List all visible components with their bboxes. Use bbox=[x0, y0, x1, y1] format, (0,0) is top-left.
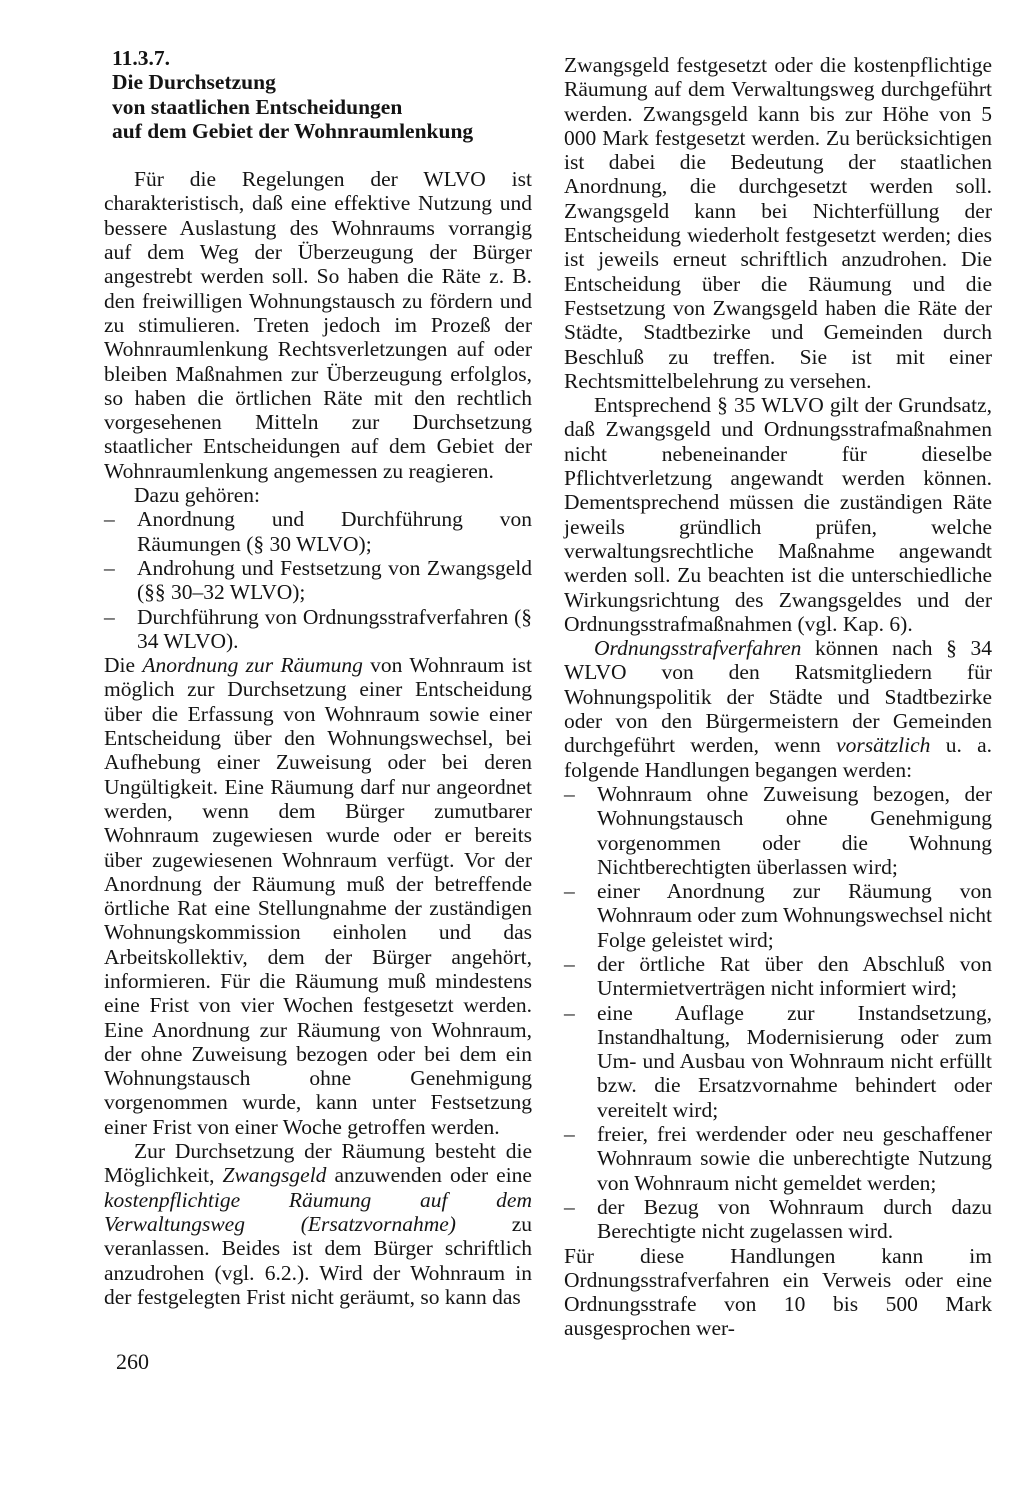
paragraph-durchsetzung: Zur Durchsetzung der Räumung besteht die Möglichkeit, Zwangsgeld anzuwenden oder eine kostenpflichtige Räumung auf dem Verwaltungsweg (Ersatzvornahme) zu veranlassen. Beides ist dem Bürger schriftlich anzudrohen (vgl. 6.2.). Wird der Wohnraum in der festgelegten Frist nicht geräumt, so kann das bbox=[104, 1139, 532, 1309]
paragraph-strafe: Für diese Handlungen kann im Ordnungsstrafverfahren ein Verweis oder eine Ordnungsstrafe von 10 bis 500 Mark ausgesprochen wer- bbox=[564, 1243, 992, 1341]
term-zwangsgeld: Zwangsgeld bbox=[222, 1163, 327, 1188]
list-item: – der Bezug von Wohnraum durch dazu Berechtigte nicht zugelassen wird. bbox=[564, 1194, 992, 1244]
list-item: – einer Anordnung zur Räumung von Wohnraum oder zum Wohnungswechsel nicht Folge geleistet wird; bbox=[564, 879, 992, 952]
page-number: 260 bbox=[116, 1349, 149, 1374]
dash-marker: – bbox=[104, 555, 115, 580]
dash-marker: – bbox=[564, 781, 575, 806]
measures-list bbox=[104, 507, 532, 653]
section-title-line-2: von staatlichen Entscheidungen bbox=[112, 94, 403, 119]
list-item: – Wohnraum ohne Zuweisung bezogen, der Wohnungstausch ohne Genehmigung vorgenommen oder die Wohnung Nichtberechtigten überlassen wird; bbox=[564, 781, 992, 879]
list-intro: Dazu gehören: bbox=[134, 483, 260, 508]
dash-marker: – bbox=[564, 1194, 575, 1219]
paragraph-intro: Für die Regelungen der WLVO ist charakteristisch, daß eine effektive Nutzung und bessere Auslastung des Wohnraums vorrangig auf dem Weg der Überzeugung der Bürger angestrebt werden soll. So haben die Räte z. B. den freiwilligen Wohnungstausch zu fördern und zu stimulieren. Treten jedoch im Prozeß der Wohnraumlenkung Rechtsverletzungen auf oder bleiben Maßnahmen zur Überzeugung erfolglos, so haben die örtlichen Räte mit den rechtlich vorgesehenen Mitteln zur Durchsetzung staatlicher Entscheidungen auf dem Gebiet der Wohnraumlenkung angemessen zu reagieren. bbox=[104, 167, 532, 483]
offences-list bbox=[564, 782, 992, 1244]
term-ordnungsstrafverfahren: Ordnungsstrafverfahren bbox=[594, 636, 802, 661]
right-column bbox=[564, 53, 992, 1341]
dash-marker: – bbox=[104, 604, 115, 629]
list-item: – der örtliche Rat über den Abschluß von Untermietverträgen nicht informiert wird; bbox=[564, 951, 992, 1001]
dash-marker: – bbox=[564, 879, 575, 904]
dash-marker: – bbox=[104, 507, 115, 532]
list-item: – Androhung und Festsetzung von Zwangsgeld (§§ 30–32 WLVO); bbox=[104, 555, 532, 605]
list-item: – eine Auflage zur Instandsetzung, Instandhaltung, Modernisierung oder zum Um- und Ausbau von Wohnraum nicht erfüllt bzw. die Ersatzvornahme behindert oder vereitelt wird; bbox=[564, 1000, 992, 1122]
list-item: – Anordnung und Durchführung von Räumungen (§ 30 WLVO); bbox=[104, 507, 532, 556]
dash-marker: – bbox=[564, 951, 575, 976]
dash-marker: – bbox=[564, 1000, 575, 1025]
paragraph-grundsatz: Entsprechend § 35 WLVO gilt der Grundsatz, daß Zwangsgeld und Ordnungsstrafmaßnahmen nicht nebeneinander für dieselbe Pflichtverletzung angewandt werden können. Dementsprechend müssen die zuständigen Räte jeweils gründlich prüfen, welche verwaltungsrechtliche Maßnahme angewandt werden soll. Zu beachten ist die unterschiedliche Wirkungsrichtung des Zwangsgeldes und der Ordnungsstrafmaßnahmen (vgl. Kap. 6). bbox=[564, 393, 992, 636]
term-ersatzvornahme: kostenpflichtige Räumung auf dem Verwaltungsweg (Ersatzvornahme) bbox=[104, 1187, 532, 1236]
paragraph-ordnungsstrafverfahren: Ordnungsstrafverfahren können nach § 34 WLVO von den Ratsmitgliedern für Wohnungspolitik der Städte und Stadtbezirke oder von den Bürgermeistern der Gemeinden durchgeführt werden, wenn vorsätzlich u. a. folgende Handlungen begangen werden: bbox=[564, 636, 992, 782]
section-title-line-1: Die Durchsetzung bbox=[112, 70, 276, 95]
list-item: – freier, frei werdender oder neu geschaffener Wohnraum sowie die unberechtigte Nutzung von Wohnraum nicht gemeldet werden; bbox=[564, 1122, 992, 1195]
left-column bbox=[104, 46, 532, 1309]
section-title-line-3: auf dem Gebiet der Wohnraumlenkung bbox=[112, 118, 474, 143]
paragraph-zwangsgeld: Zwangsgeld festgesetzt oder die kostenpflichtige Räumung auf dem Verwaltungsweg durchgeführt werden. Zwangsgeld kann bis zur Höhe von 5 000 Mark festgesetzt werden. Zu berücksichtigen ist dabei die Bedeutung der staatlichen Anordnung, die durchgesetzt werden soll. Zwangsgeld kann bei Nichterfüllung der Entscheidung wiederholt festgesetzt werden; dies ist jeweils erneut schriftlich anzudrohen. Die Entscheidung über die Räumung und die Festsetzung von Zwangsgeld haben die Räte der Städte, Stadtbezirke und Gemeinden durch Beschluß zu treffen. Sie ist mit einer Rechtsmittelbelehrung zu versehen. bbox=[564, 53, 992, 393]
term-anordnung-zur-raeumung: Anordnung zur Räumung bbox=[142, 653, 363, 678]
section-number: 11.3.7. bbox=[112, 46, 170, 70]
list-item: – Durchführung von Ordnungsstrafverfahren (§ 34 WLVO). bbox=[104, 604, 532, 653]
paragraph-anordnung: Die Anordnung zur Räumung von Wohnraum ist möglich zur Durchsetzung einer Entscheidung über die Erfassung von Wohnraum sowie einer Entscheidung über den Wohnungswechsel, bei Aufhebung einer Zuweisung oder bei deren Ungültigkeit. Eine Räumung darf nur angeordnet werden, wenn dem Bürger zumutbarer Wohnraum zugewiesen wurde oder er bereits über zugewiesenen Wohnraum verfügt. Vor der Anordnung der Räumung muß der betreffende örtliche Rat eine Stellungnahme der zuständigen Wohnungskommission einholen und das Arbeitskollektiv, dem der Bürger angehört, informieren. Für die Räumung muß mindestens eine Frist von vier Wochen festgesetzt werden. Eine Anordnung zur Räumung von Wohnraum, der ohne Zuweisung bezogen oder bei dem ein Wohnungstausch ohne Genehmigung vorgenommen wurde, kann unter Festsetzung einer Frist von einer Woche getroffen werden. bbox=[104, 653, 532, 1139]
term-vorsaetzlich: vorsätzlich bbox=[836, 733, 931, 758]
dash-marker: – bbox=[564, 1122, 575, 1147]
section-heading bbox=[112, 46, 532, 143]
